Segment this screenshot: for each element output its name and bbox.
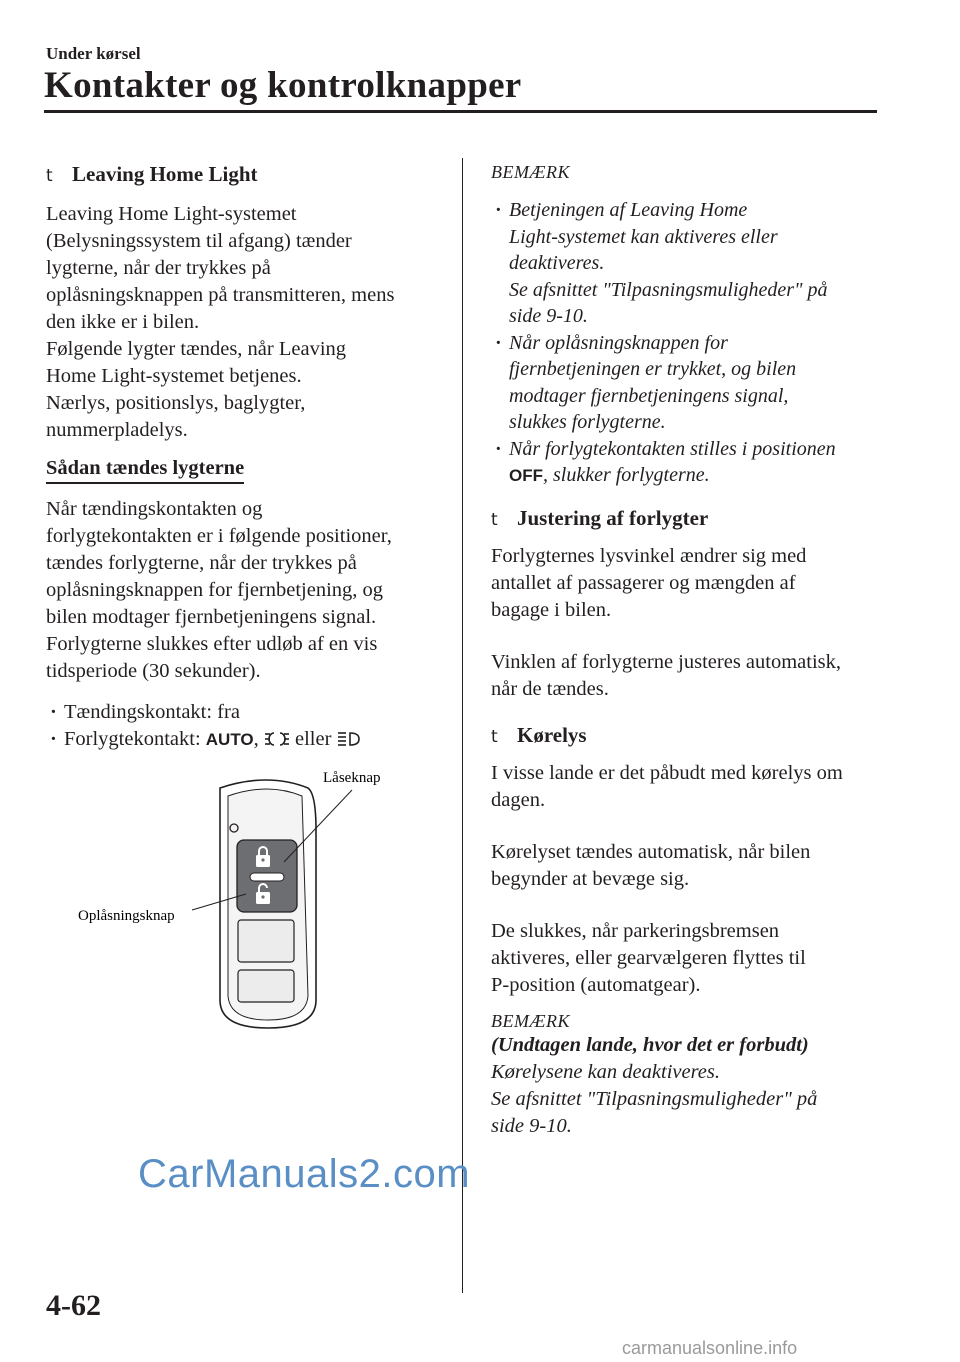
heading-marker-icon: t [46, 166, 53, 186]
right-column [491, 160, 891, 1140]
drl-paragraph-3: De slukkes, når parkeringsbremsen aktiveres, eller gearvælgeren flyttes til P-position (automatgear). [491, 919, 806, 996]
parking-light-icon [264, 731, 290, 747]
text-line: Forlygterne slukkes efter udløb af en vis [46, 633, 378, 655]
drl-paragraph-1: I visse lande er det påbudt med kørelys om dagen. [491, 761, 843, 811]
page-title: Kontakter og kontrolknapper [44, 65, 522, 106]
list-item: · Når oplåsningsknappen for fjernbetjeningen er trykket, og bilen modtager fjernbetjeningens signal, slukkes forlygterne. [491, 330, 891, 436]
text-line: (Belysningssystem til afgang) tænder [46, 230, 352, 252]
note-subtitle: (Undtagen lande, hvor det er forbudt) [491, 1033, 809, 1056]
text-line: Følgende lygter tændes, når Leaving [46, 338, 347, 360]
heading-text: Justering af forlygter [517, 505, 709, 530]
text-line: oplåsningsknappen for fjernbetjening, og [46, 579, 384, 601]
text-line: Nærlys, positionslys, baglygter, [46, 392, 306, 414]
key-fob [192, 780, 352, 1028]
note-body: Kørelysene kan deaktiveres. Se afsnittet "Tilpasningsmuligheder" på side 9-10. [491, 1060, 818, 1137]
off-symbol: OFF [509, 466, 543, 485]
left-column [46, 160, 446, 753]
text-line: forlygtekontakten er i følgende positioner, [46, 525, 392, 547]
text-line: tændes forlygterne, når der trykkes på [46, 552, 357, 574]
text-line: Home Light-systemet betjenes. [46, 365, 302, 387]
heading-text: Kørelys [517, 722, 587, 747]
text-line: lygterne, når der trykkes på [46, 257, 271, 279]
heading-marker-icon: t [491, 726, 498, 747]
intro-paragraph [46, 201, 446, 444]
text-line: Når tændingskontakten og [46, 498, 263, 520]
site-footer: carmanualsonline.info [622, 1338, 798, 1358]
heading-daytime-lights [491, 723, 891, 748]
headlight-icon [337, 731, 361, 747]
subheading-turn-on: Sådan tændes lygterne [46, 457, 244, 484]
body-paragraph [46, 496, 446, 685]
heading-leaving-home-light [46, 162, 446, 187]
text-line: bilen modtager fjernbetjeningens signal. [46, 606, 377, 628]
text-line: oplåsningsknappen på transmitteren, mens [46, 284, 395, 306]
list-item: · Forlygtekontakt: AUTO, eller [46, 726, 446, 753]
lock-button-label: Låseknap [323, 770, 381, 786]
text-line: den ikke er i bilen. [46, 311, 200, 333]
list-item: · Betjeningen af Leaving Home Light-systemet kan aktiveres eller deaktiveres. Se afsnittet "Tilpasningsmuligheder" på side 9-10. [491, 197, 891, 330]
heading-headlight-adjust [491, 506, 891, 531]
note-list [491, 197, 891, 490]
auto-symbol: AUTO [205, 730, 254, 749]
column-divider [462, 158, 463, 1293]
text-line: tidsperiode (30 sekunder). [46, 660, 261, 682]
text-line: nummerpladelys. [46, 419, 188, 441]
note-title: BEMÆRK [491, 162, 570, 182]
adjust-paragraph-2: Vinklen af forlygterne justeres automatisk, når de tændes. [491, 650, 842, 700]
unlock-button-label: Oplåsningsknap [78, 908, 175, 924]
section-label: Under kørsel [46, 44, 141, 63]
watermark: CarManuals2.com [138, 1152, 471, 1196]
title-rule [44, 110, 877, 113]
drl-paragraph-2: Kørelyset tændes automatisk, når bilen begynder at bevæge sig. [491, 840, 811, 890]
condition-list [46, 699, 446, 753]
heading-text: Leaving Home Light [72, 162, 258, 186]
note-title: BEMÆRK [491, 1010, 570, 1031]
heading-marker-icon: t [491, 509, 498, 530]
page-number: 4-62 [46, 1289, 101, 1322]
key-fob-figure [70, 760, 410, 1040]
list-item: · Når forlygtekontakten stilles i positionen OFF, slukker forlygterne. [491, 436, 891, 490]
adjust-paragraph-1: Forlygternes lysvinkel ændrer sig med antallet af passagerer og mængden af bagage i bilen. [491, 544, 807, 621]
text-line: Leaving Home Light-systemet [46, 203, 297, 225]
list-item: · Tændingskontakt: fra [46, 699, 446, 726]
